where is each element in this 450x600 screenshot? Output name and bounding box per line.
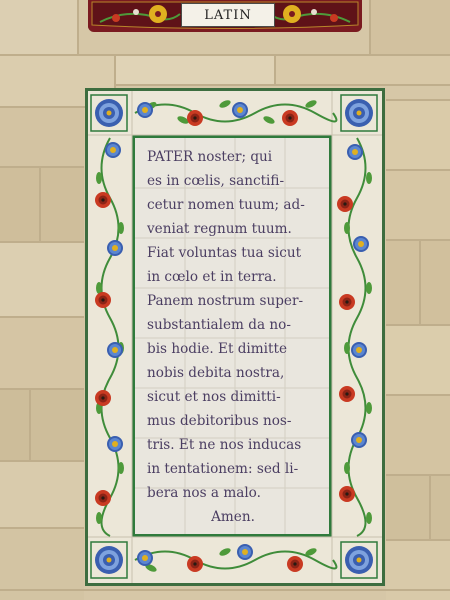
prayer-line: sicut et nos dimitti- xyxy=(147,389,281,405)
prayer-line: nobis debita nostra, xyxy=(147,365,285,381)
prayer-line: cetur nomen tuum; ad- xyxy=(147,197,305,213)
prayer-line: bis hodie. Et dimitte xyxy=(147,341,287,357)
prayer-line: es in cœlis, sanctifi- xyxy=(147,173,285,189)
prayer-line: Fiat voluntas tua sicut xyxy=(147,245,302,261)
prayer-line: mus debitoribus nos- xyxy=(147,413,292,429)
language-label: LATIN xyxy=(181,3,275,27)
lords-prayer-latin xyxy=(137,140,325,536)
prayer-line: PATER noster; qui xyxy=(147,149,273,165)
prayer-line: bera nos a malo. xyxy=(147,485,261,501)
prayer-line-amen: Amen. xyxy=(211,509,255,525)
prayer-line: tris. Et ne nos inducas xyxy=(147,437,302,453)
prayer-line: in cœlo et in terra. xyxy=(147,269,277,285)
prayer-line: in tentationem: sed li- xyxy=(147,461,299,477)
prayer-line: Panem nostrum super- xyxy=(147,293,304,309)
prayer-line: veniat regnum tuum. xyxy=(147,221,292,237)
prayer-line: substantialem da no- xyxy=(147,317,291,333)
